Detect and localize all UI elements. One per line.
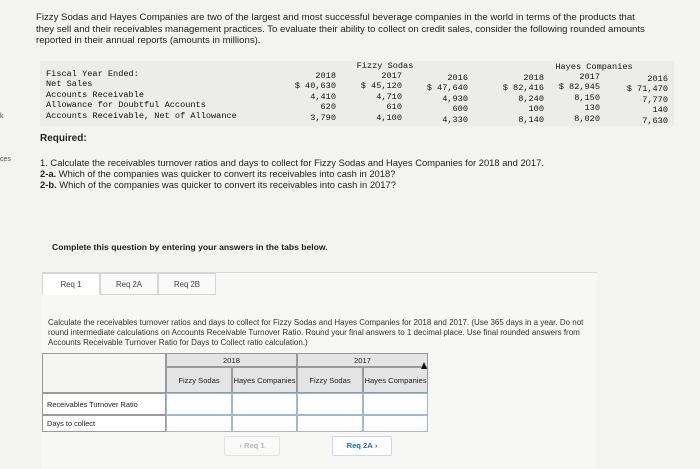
turnover-fizzy-2018-input[interactable] — [166, 393, 232, 415]
year: 2018 — [523, 73, 544, 83]
days-fizzy-2017-input[interactable] — [297, 415, 363, 432]
question-2a-number: 2-a. — [40, 168, 57, 179]
chevron-right-icon: › — [372, 441, 378, 450]
allowance-value: 100 — [528, 104, 544, 115]
label-net-ar: Accounts Receivable, Net of Allowance — [46, 110, 237, 121]
year: 2018 — [315, 71, 336, 81]
answer-panel — [42, 272, 597, 469]
net-ar-value: 7,630 — [642, 115, 668, 126]
tab-req-1[interactable]: Req 1 — [42, 273, 100, 295]
hayes-2018-column — [498, 73, 544, 125]
required-heading: Required: — [40, 133, 87, 144]
hayes-2016-column — [620, 74, 668, 126]
panel-instructions: Calculate the receivables turnover ratios and days to collect for Fizzy Sodas and Hayes Companies for 2018 and 2017. (Use 365 days in a year. Do not round intermediate calculations on Accounts Receivable Turnover Ratio. Round your final answers to 1 decimal place. Use final rounded answers from Accounts Receivable Turnover Ratio for Days to Collect ratio calculation.) — [48, 318, 584, 347]
year-header-2018: 2018 — [166, 353, 297, 367]
net-sales-value: $ 82,416 — [502, 83, 544, 94]
net-sales-value: $ 47,640 — [426, 83, 468, 94]
problem-intro: Fizzy Sodas and Hayes Companies are two of the largest and most successful beverage companies in the world in terms of the products that they sell and their receivables management practices. To evaluate their ability to collect on credit sales, consider the following rounded amounts reported in their annual reports (amounts in millions). — [36, 12, 645, 46]
tab-bar — [42, 273, 216, 295]
label-accounts-receivable: Accounts Receivable — [46, 89, 144, 100]
question-2b-number: 2-b. — [40, 179, 57, 190]
question-2a — [40, 168, 640, 179]
turnover-fizzy-2017-input[interactable] — [297, 393, 363, 415]
net-sales-value: $ 45,120 — [360, 81, 402, 92]
net-ar-value: 8,020 — [574, 113, 600, 124]
tab-req-2b[interactable]: Req 2B — [158, 273, 216, 295]
label-allowance: Allowance for Doubtful Accounts — [46, 100, 206, 111]
col-header-fizzy-2018: Fizzy Sodas — [166, 367, 232, 393]
net-ar-value: 8,140 — [518, 114, 544, 125]
net-sales-value: $ 82,945 — [558, 82, 600, 93]
tab-req-2a[interactable]: Req 2A — [100, 273, 158, 295]
net-ar-value: 4,330 — [442, 114, 468, 125]
turnover-hayes-2018-input[interactable] — [232, 393, 297, 415]
year: 2016 — [647, 74, 668, 84]
chevron-left-icon: ‹ — [239, 441, 244, 450]
company-header-hayes: Hayes Companies — [555, 62, 633, 72]
prev-req-label: Req 1 — [243, 441, 265, 450]
year: 2016 — [447, 73, 468, 83]
ar-value: 4,930 — [442, 93, 468, 104]
fizzy-2016-column — [422, 73, 468, 125]
row-label-days: Days to collect — [42, 415, 166, 432]
col-header-fizzy-2017: Fizzy Sodas — [297, 367, 363, 393]
question-1: 1. Calculate the receivables turnover ratios and days to collect for Fizzy Sodas and Hayes Companies for 2018 and 2017. — [40, 157, 544, 168]
required-list — [40, 157, 640, 190]
edge-mark: k — [0, 113, 4, 120]
year: 2017 — [381, 71, 402, 81]
row-label-turnover: Receivables Turnover Ratio — [42, 393, 166, 415]
fizzy-2018-column — [292, 71, 336, 123]
label-net-sales: Net Sales — [46, 79, 93, 90]
net-ar-value: 3,790 — [310, 112, 336, 123]
net-sales-value: $ 40,630 — [294, 81, 336, 92]
allowance-value: 140 — [652, 105, 668, 116]
label-fiscal-year: Fiscal Year Ended: — [46, 69, 139, 79]
allowance-value: 620 — [320, 102, 336, 113]
fizzy-2017-column — [356, 71, 402, 123]
ar-value: 4,410 — [310, 91, 336, 102]
days-hayes-2017-input[interactable] — [363, 415, 428, 432]
ar-value: 8,240 — [518, 93, 544, 104]
col-header-hayes-2017: Hayes Companies — [363, 367, 428, 393]
net-ar-value: 4,100 — [376, 112, 402, 123]
row-labels — [46, 69, 237, 121]
question-2b-text: Which of the companies was quicker to convert its receivables into cash in 2017? — [56, 179, 396, 190]
col-header-hayes-2018: Hayes Companies — [232, 367, 297, 393]
table-corner — [42, 353, 166, 393]
year: 2017 — [579, 72, 600, 82]
net-sales-value: $ 71,470 — [626, 84, 668, 95]
question-2a-text: Which of the companies was quicker to convert its receivables into cash in 2018? — [56, 168, 396, 179]
year-header-2017: 2017 — [297, 353, 428, 367]
financial-data-block — [40, 61, 674, 126]
ar-value: 8,150 — [574, 92, 600, 103]
question-2b — [40, 179, 640, 190]
hayes-2017-column — [554, 72, 600, 124]
mouse-cursor-icon — [421, 362, 427, 369]
next-req-button[interactable] — [332, 436, 392, 456]
allowance-value: 610 — [386, 102, 402, 113]
ar-value: 4,710 — [376, 91, 402, 102]
days-hayes-2018-input[interactable] — [232, 415, 297, 432]
edge-mark: ces — [0, 156, 11, 163]
ar-value: 7,770 — [642, 94, 668, 105]
company-header-fizzy: Fizzy Sodas — [356, 61, 414, 71]
allowance-value: 600 — [452, 104, 468, 115]
next-req-label: Req 2A — [346, 441, 373, 450]
days-fizzy-2018-input[interactable] — [166, 415, 232, 432]
prev-req-button[interactable] — [224, 436, 280, 456]
turnover-hayes-2017-input[interactable] — [363, 393, 428, 415]
complete-instructions: Complete this question by entering your answers in the tabs below. — [52, 242, 328, 252]
allowance-value: 130 — [584, 103, 600, 114]
